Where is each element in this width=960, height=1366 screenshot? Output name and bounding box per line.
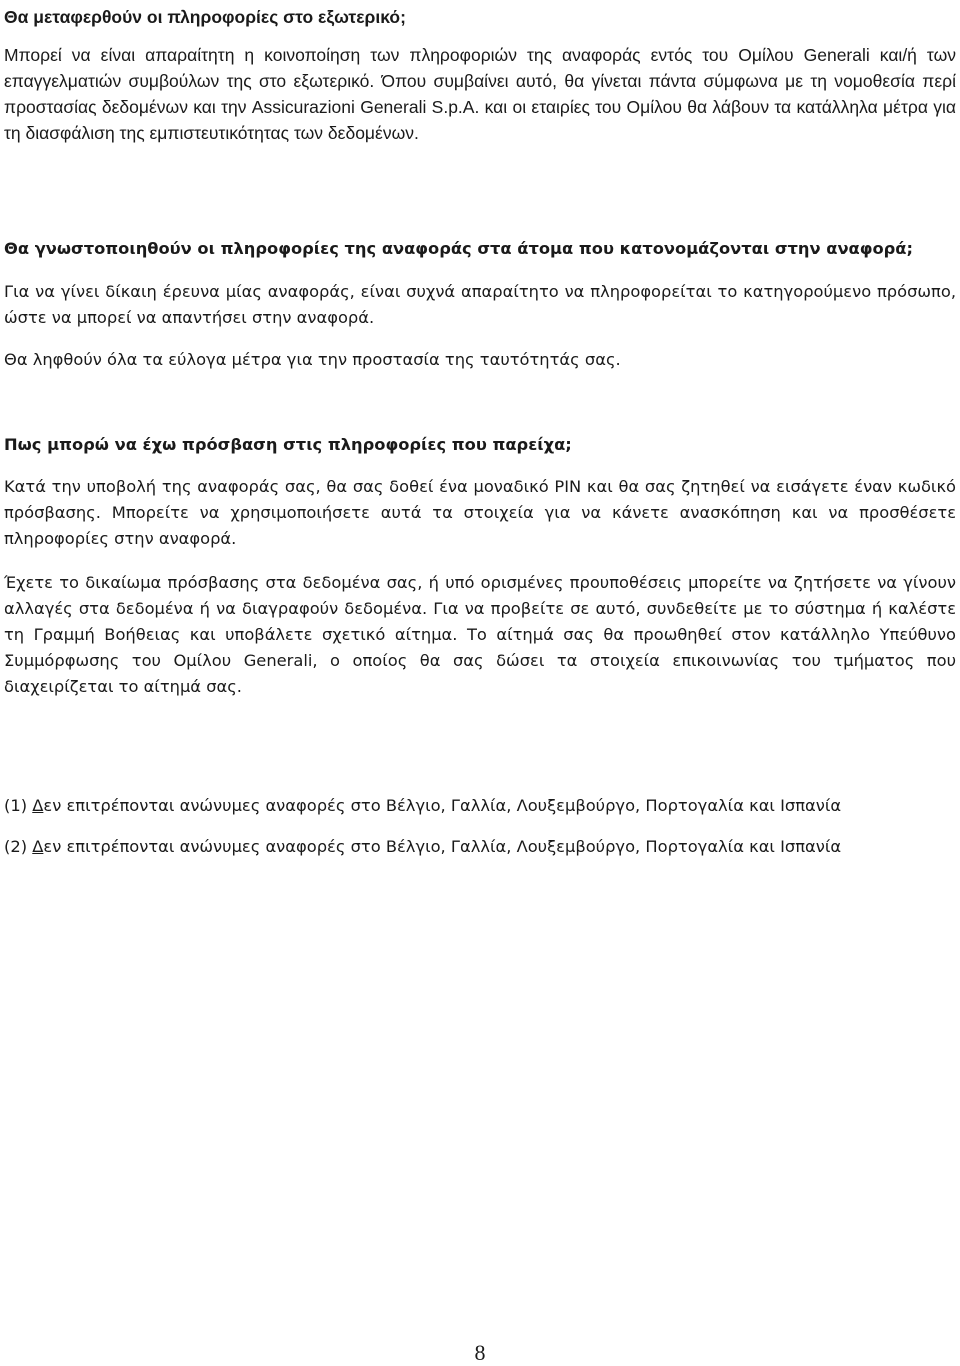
- page-number: 8: [474, 1340, 486, 1365]
- paragraph: Κατά την υποβολή της αναφοράς σας, θα σας δοθεί ένα μοναδικό PIN και θα σας ζητηθεί να εισάγετε έναν κωδικό πρόσβασης. Μπορείτε να χρησιμοποιήσετε αυτά τα στοιχεία για να κάνετε ανασκόπηση και να προσθέσετε πληροφορίες στην αναφορά.: [4, 477, 956, 548]
- footnote-2: [4, 836, 956, 858]
- paragraph: Μπορεί να είναι απαραίτητη η κοινοποίηση των πληροφοριών της αναφοράς εντός του Ομίλου Generali και/ή των επαγγελματιών συμβούλων της στο εξωτερικό. Όπου συμβαίνει αυτό, θα γίνεται πάντα σύμφωνα με τη νομοθεσία περί προστασίας δεδομένων και την Assicurazioni Generali S.p.A. και οι εταιρίες του Ομίλου θα λάβουν τα κατάλληλα μέτρα για τη διασφάλιση της εμπιστευτικότητας των δεδομένων.: [4, 45, 956, 143]
- footnote-underlined-letter: Δ: [32, 796, 44, 815]
- footnote-underlined-letter: Δ: [32, 837, 44, 856]
- section-access-info-body-2: [4, 570, 956, 700]
- section-heading: Θα γνωστοποιηθούν οι πληροφορίες της αναφοράς στα άτομα που κατονομάζονται στην αναφορά;: [4, 239, 914, 258]
- footnote-1: [4, 795, 956, 817]
- section-named-persons: [4, 238, 956, 260]
- section-access-info-body: [4, 474, 956, 552]
- footnote-marker: (2): [4, 837, 28, 856]
- footnote-text: εν επιτρέπονται ανώνυμες αναφορές στο Βέλγιο, Γαλλία, Λουξεμβούργο, Πορτογαλία και Ισπανία: [43, 796, 842, 815]
- section-heading: Θα μεταφερθούν οι πληροφορίες στο εξωτερικό;: [4, 7, 406, 27]
- section-data-transfer-body: [4, 42, 956, 146]
- paragraph: Για να γίνει δίκαιη έρευνα μίας αναφοράς, είναι συχνά απαραίτητο να πληροφορείται το κατηγορούμενο πρόσωπο, ώστε να μπορεί να απαντήσει στην αναφορά.: [4, 282, 956, 327]
- paragraph: Έχετε το δικαίωμα πρόσβασης στα δεδομένα σας, ή υπό ορισμένες προυποθέσεις μπορείτε να ζητήσετε να γίνουν αλλαγές στα δεδομένα ή να διαγραφούν δεδομένα. Για να προβείτε σε αυτό, συνδεθείτε με το σύστημα ή καλέστε τη Γραμμή Βοήθειας και υποβάλετε σχετικό αίτημα. Το αίτημά σας θα προωθηθεί στον κατάλληλο Υπεύθυνο Συμμόρφωσης του Ομίλου Generali, ο οποίος θα σας δώσει τα στοιχεία επικοινωνίας του τμήματος που διαχειρίζεται το αίτημά σας.: [4, 573, 956, 696]
- paragraph: Θα ληφθούν όλα τα εύλογα μέτρα για την προστασία της ταυτότητάς σας.: [4, 350, 621, 369]
- section-named-persons-body: [4, 279, 956, 331]
- footnote-marker: (1): [4, 796, 28, 815]
- section-named-persons-body-2: [4, 347, 956, 373]
- section-data-transfer: [4, 6, 956, 28]
- section-access-info: [4, 434, 956, 456]
- section-heading: Πως μπορώ να έχω πρόσβαση στις πληροφορίες που παρείχα;: [4, 435, 572, 454]
- footnote-text: εν επιτρέπονται ανώνυμες αναφορές στο Βέλγιο, Γαλλία, Λουξεμβούργο, Πορτογαλία και Ισπανία: [43, 837, 842, 856]
